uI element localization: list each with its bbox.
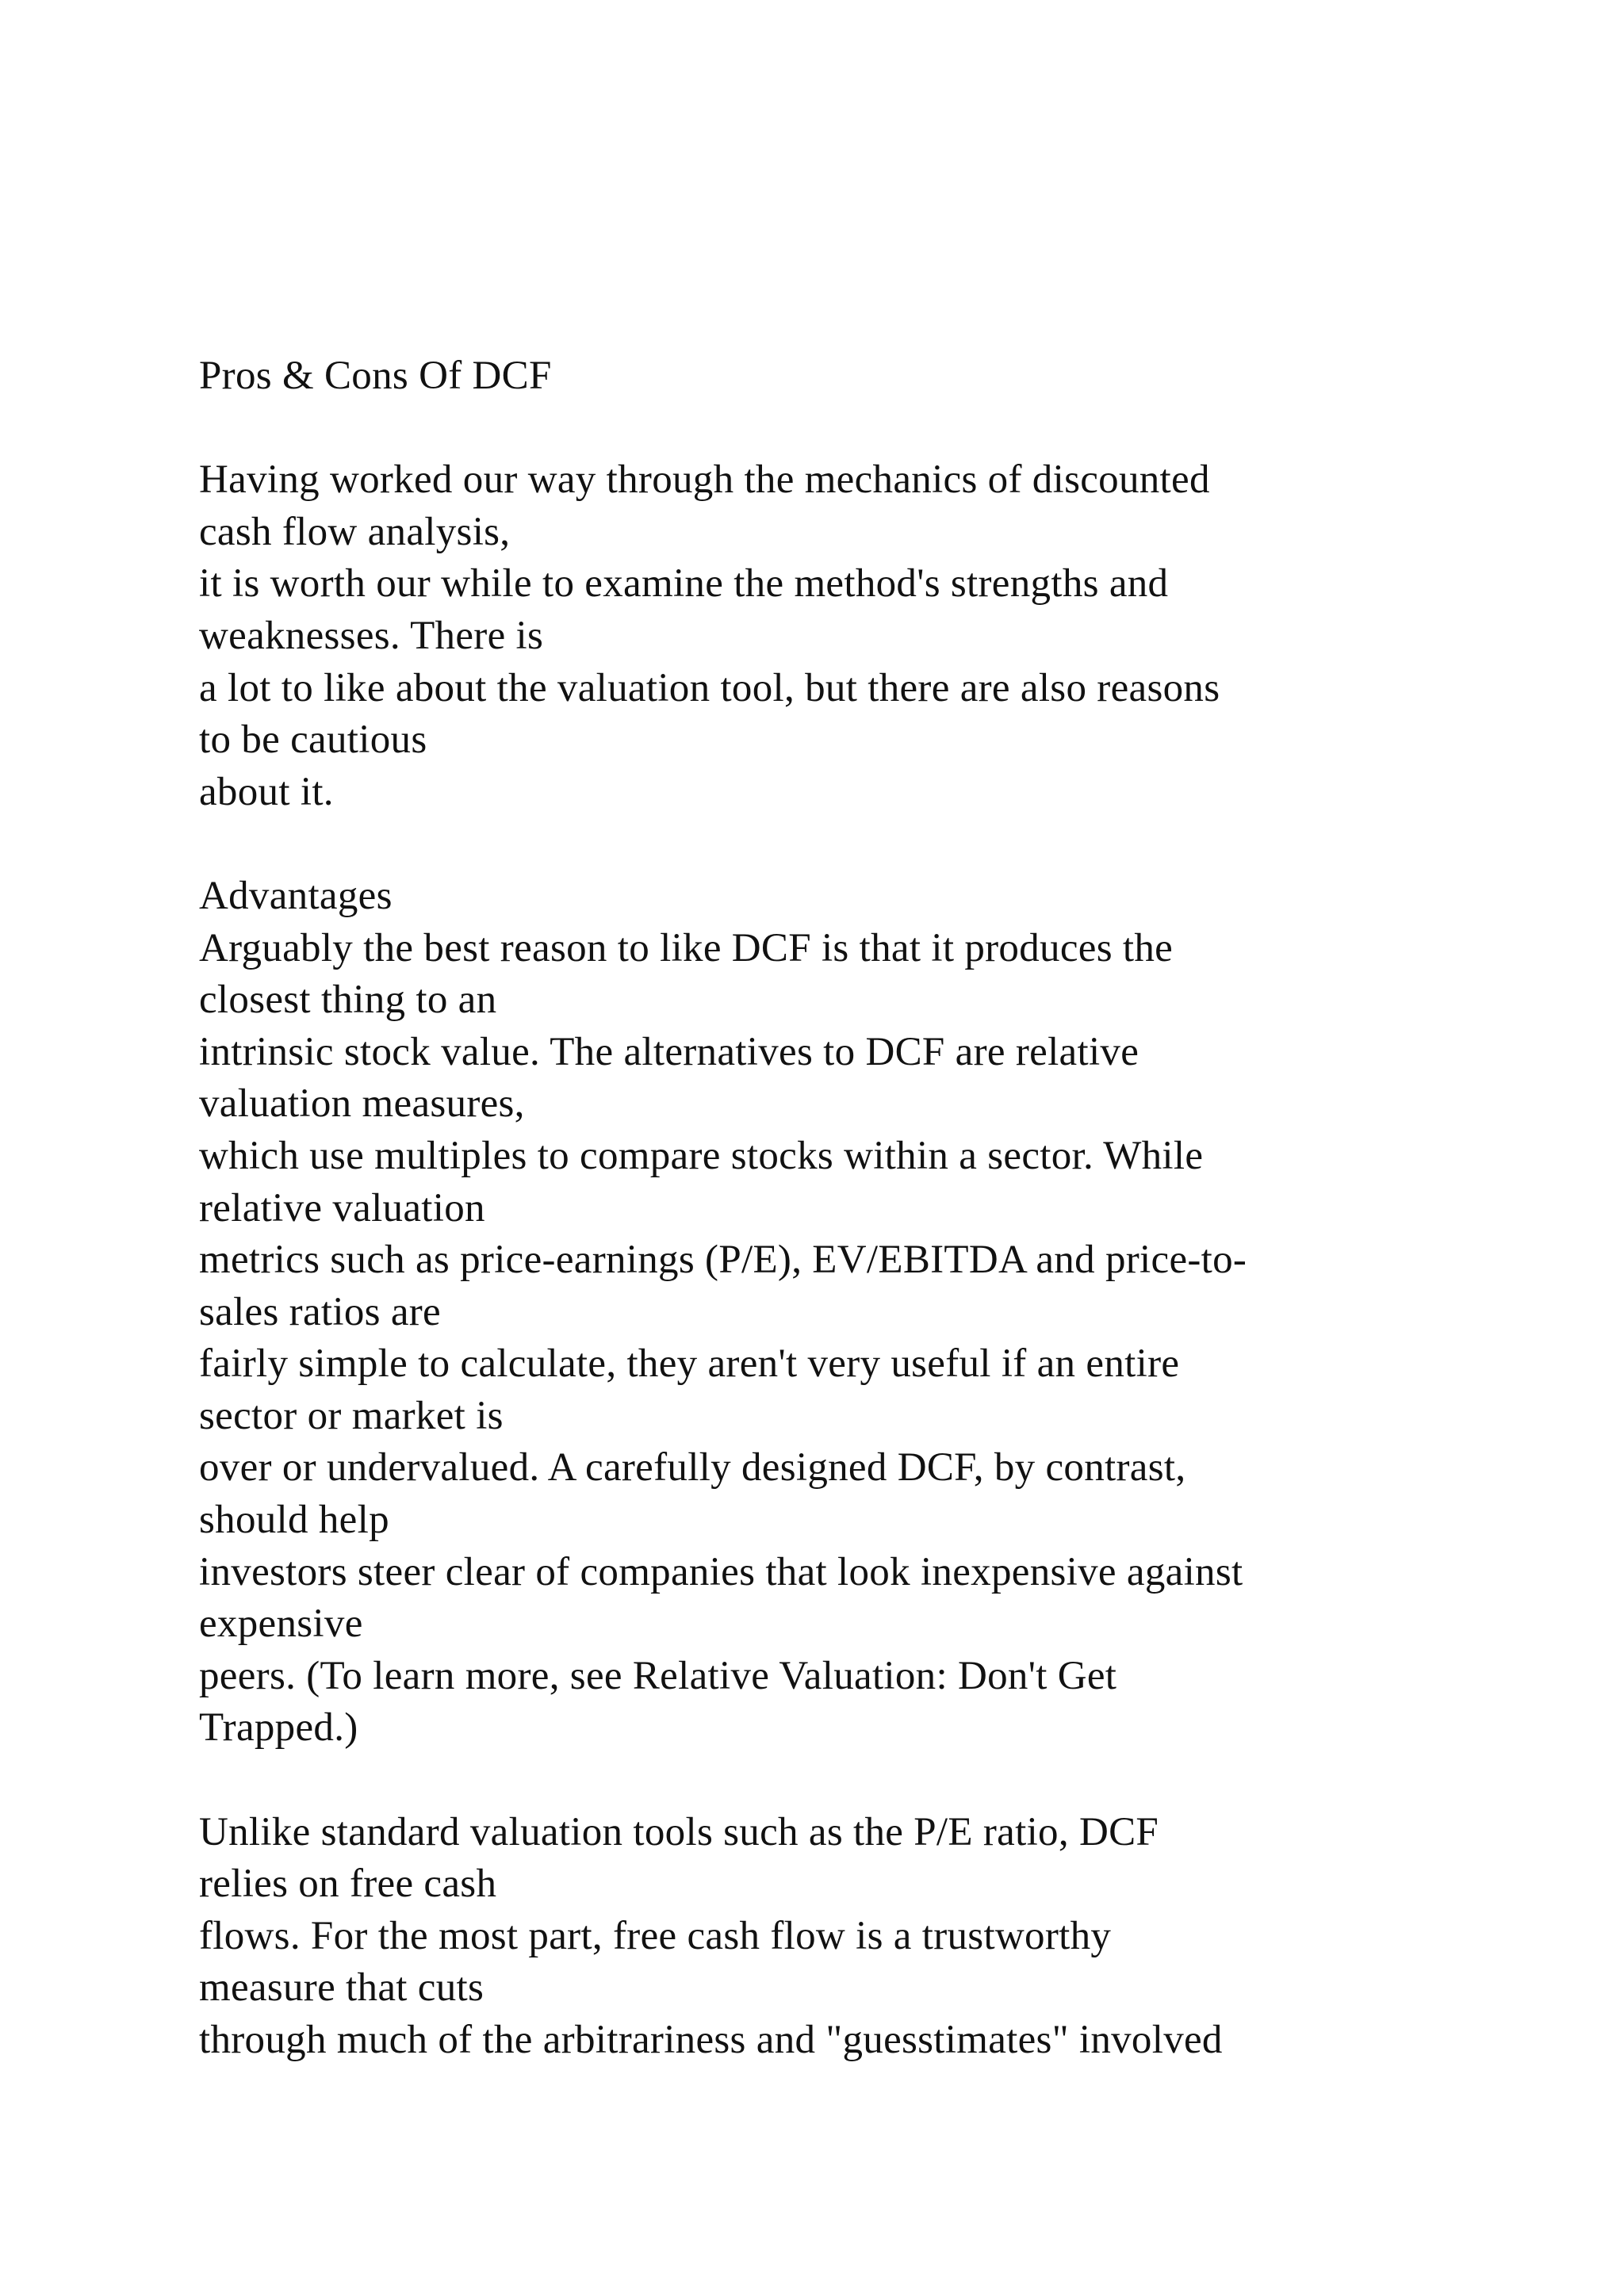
text-line: a lot to like about the valuation tool, but there are also reasons [199, 665, 1220, 710]
text-line: relative valuation [199, 1185, 485, 1230]
text-line: fairly simple to calculate, they aren't very useful if an entire [199, 1341, 1180, 1387]
text-line: Arguably the best reason to like DCF is that it produces the [199, 925, 1174, 970]
text-line: intrinsic stock value. The alternatives to DCF are relative [199, 1029, 1139, 1074]
text-line: expensive [199, 1601, 363, 1647]
text-line: which use multiples to compare stocks within a sector. While [199, 1133, 1204, 1178]
text-line: cash flow analysis, [199, 509, 511, 554]
text-line: to be cautious [199, 718, 427, 763]
text-line: should help [199, 1498, 389, 1543]
text-line: about it. [199, 769, 334, 814]
text-line: through much of the arbitrariness and "guesstimates" involved [199, 2018, 1223, 2062]
text-line: over or undervalued. A carefully designed DCF, by contrast, [199, 1445, 1186, 1490]
document-body [199, 350, 1547, 2067]
text-line: Unlike standard valuation tools such as the P/E ratio, DCF [199, 1809, 1159, 1854]
text-line: flows. For the most part, free cash flow is a trustworthy [199, 1913, 1112, 1958]
text-line: closest thing to an [199, 978, 497, 1023]
text-line: valuation measures, [199, 1081, 525, 1127]
text-line: Trapped.) [199, 1705, 358, 1751]
blank-line [199, 818, 1547, 871]
text-line: weaknesses. There is [199, 613, 544, 658]
blank-line [199, 1755, 1547, 1807]
section-heading-advantages: Advantages [199, 873, 393, 918]
text-line: measure that cuts [199, 1965, 485, 2011]
text-line: sector or market is [199, 1393, 504, 1438]
text-line: investors steer clear of companies that look inexpensive against [199, 1549, 1243, 1594]
text-line: metrics such as price-earnings (P/E), EV/EBITDA and price-to- [199, 1238, 1247, 1283]
document-title: Pros & Cons Of DCF [199, 354, 552, 398]
text-line: peers. (To learn more, see Relative Valuation: Don't Get [199, 1653, 1117, 1698]
text-line: it is worth our while to examine the method's strengths and [199, 561, 1169, 607]
blank-line [199, 403, 1547, 455]
text-line: relies on free cash [199, 1862, 497, 1907]
text-line: Having worked our way through the mechanics of discounted [199, 457, 1210, 503]
text-line: sales ratios are [199, 1289, 441, 1334]
